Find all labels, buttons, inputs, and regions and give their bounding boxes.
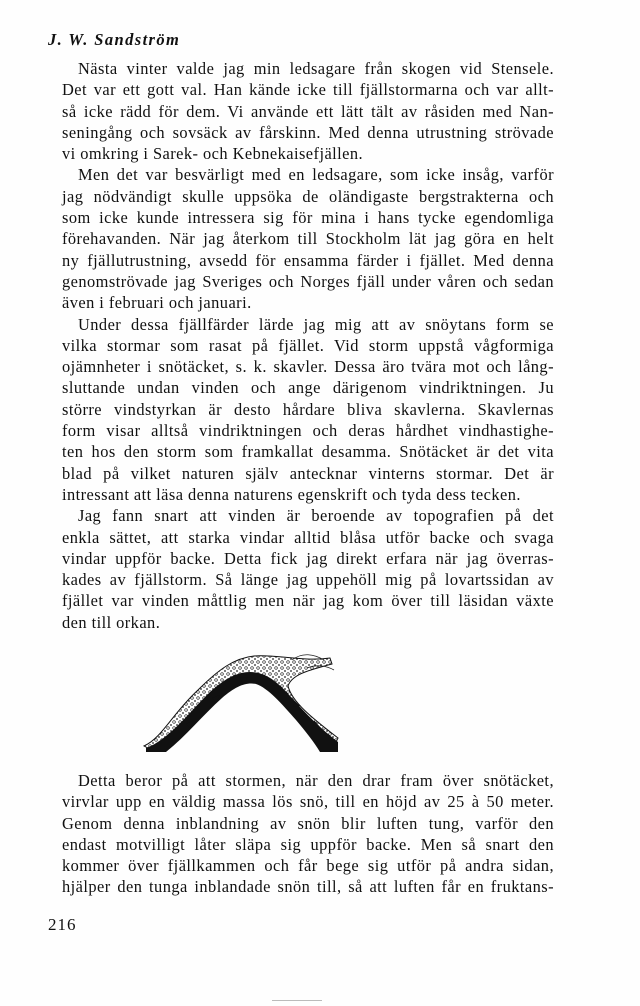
text-line: den till orkan. [62,612,161,632]
text-line: ten hos den storm som framkallat desamma. Snötäcket är det vita [62,442,554,462]
text-line: Det var ett gott val. Han kände icke till fjällstormarna och var allt- [62,80,554,100]
mountain-storm-illustration-icon [142,642,342,752]
text-line: kommer över fjällkammen och får bege sig utför på andra sidan, [62,856,554,876]
text-line: så icke rädd för dem. Vi använde ett lätt tält av råsiden med Nan- [62,101,554,121]
text-line: förehavanden. När jag återkom till Stockholm lät jag göra en helt [62,229,554,249]
text-line: vilka stormar som rasat på fjället. Vid storm uppstå vågformiga [62,335,554,355]
text-line: kades av fjällstorm. Så länge jag uppehöll mig på lovartssidan av [62,570,554,590]
text-line: Under dessa fjällfärder lärde jag mig att av snöytans form se [78,314,554,334]
text-line: blad på vilket naturen själv antecknar vinterns stormar. Det är [62,463,554,483]
text-line: fjället var vinden måttlig men när jag kom över till läsidan växte [62,591,554,611]
text-line: ojämnheter i snötäcket, s. k. skavler. Dessa äro tvära mot och lång- [62,357,554,377]
text-line: även i februari och januari. [62,293,252,313]
text-line: ny fjällutrustning, avsedd för ensamma färder i fjället. Med denna [62,250,554,270]
scan-edge-mark [272,1000,322,1001]
text-line: form visar alltså vindriktningen och deras hårdhet vindhastighe- [62,421,554,441]
text-line: virvlar upp en väldig massa lös snö, till en höjd av 25 à 50 meter. [62,792,554,812]
text-line: vi omkring i Sarek- och Kebnekaisefjällen. [62,144,364,164]
text-line: större vindstyrkan är desto hårdare bliva skavlerna. Skavlernas [62,399,554,419]
text-line: Nästa vinter valde jag min ledsagare från skogen vid Stensele. [78,59,554,78]
text-line: enkla sättet, att starka vindar alltid blåsa utför backe och svaga [62,527,554,547]
text-line: seningång och sovsäck av fårskinn. Med denna utrustning strövade [62,122,554,142]
text-line: jag nödvändigt skulle uppsöka de oländigaste bergstrakterna och [62,186,554,206]
body-text-block-1 [62,58,554,633]
text-line: Genom denna inblandning av snön blir luften tung, varför den [62,813,554,833]
page-number: 216 [48,915,77,934]
text-line: Men det var besvärligt med en ledsagare, som icke insåg, varför [78,165,554,185]
text-line: Jag fann snart att vinden är beroende av topografien på det [78,506,554,526]
body-text-block-2 [62,770,554,898]
text-line: intressant att läsa denna naturens egenskrift och tyda dess tecken. [62,484,521,504]
text-line: hjälper den tunga inblandade snön till, så att luften får en fruktans- [62,877,554,897]
text-line: endast motvilligt låter släpa sig uppför backe. Men så snart den [62,834,554,854]
text-line: Detta beror på att stormen, när den drar fram över snötäcket, [78,771,554,790]
text-line: vindar uppför backe. Detta fick jag direkt erfara när jag överras- [62,548,554,568]
text-line: genomströvade jag Sveriges och Norges fjäll under våren och sedan [62,271,554,291]
text-line: som icke kunde intressera sig för mina i hans tycke egendomliga [62,208,554,228]
text-line: sluttande undan vinden och ange därigenom vindriktningen. Ju [62,378,554,398]
running-head: J. W. Sandström [48,30,181,49]
